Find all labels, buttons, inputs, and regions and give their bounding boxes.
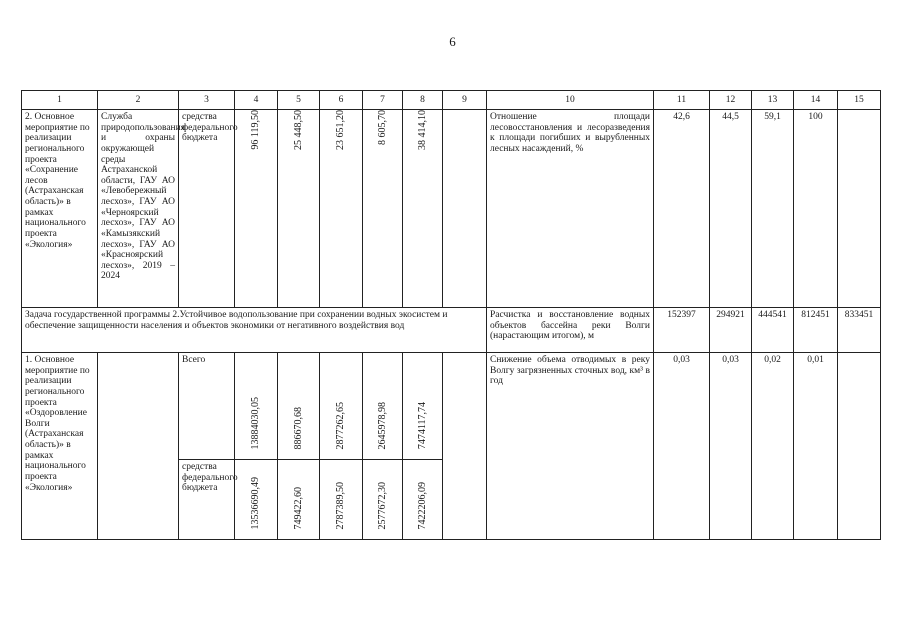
indicator-value: 59,1 bbox=[752, 110, 794, 308]
col-header: 12 bbox=[710, 91, 752, 110]
amount-year: 2877262,65 bbox=[335, 401, 347, 450]
amount-cell bbox=[320, 110, 363, 308]
col-header: 3 bbox=[179, 91, 235, 110]
amount-cell bbox=[278, 353, 320, 460]
amount-year: 23 651,20 bbox=[335, 110, 347, 150]
amount-cell bbox=[235, 353, 278, 460]
amount-cell bbox=[235, 110, 278, 308]
indicator-value: 0,03 bbox=[710, 353, 752, 540]
amount-year: 2645978,98 bbox=[376, 401, 388, 450]
amount-year: 38 414,10 bbox=[416, 110, 428, 150]
indicator-value: 833451 bbox=[838, 308, 881, 353]
indicator-value: 294921 bbox=[710, 308, 752, 353]
funding-source-cell: средства федерального бюджета bbox=[179, 460, 235, 540]
indicator-value bbox=[838, 110, 881, 308]
task-cell: Задача государственной программы 2.Устойчивое водопользование при сохранении водных экосистем и обеспечение защищенности населения и объектов экономики от негативного воздействия вод bbox=[22, 308, 487, 353]
col-header: 9 bbox=[443, 91, 487, 110]
col-header: 7 bbox=[363, 91, 403, 110]
page-number: 6 bbox=[449, 34, 456, 49]
amount-cell bbox=[363, 460, 403, 540]
indicator-text: Снижение объема отводимых в реку Волгу загрязненных сточных вод, км³ в год bbox=[490, 355, 650, 387]
indicator-value: 0,03 bbox=[654, 353, 710, 540]
amount-cell bbox=[363, 110, 403, 308]
indicator-value: 0,02 bbox=[752, 353, 794, 540]
amount-year: 8 605,70 bbox=[376, 110, 388, 145]
col-header: 8 bbox=[403, 91, 443, 110]
amount-year: 2577672,30 bbox=[376, 481, 388, 530]
amount-total: 13884030,05 bbox=[250, 396, 262, 450]
executor-cell: Служба природопользования и охраны окружающей среды Астраханской области, ГАУ АО «Левобережный лесхоз», ГАУ АО «Черноярский лесхоз», ГАУ АО «Камызякский лесхоз», ГАУ АО «Красноярский лесхоз», 2019 – 2024 bbox=[98, 110, 179, 308]
col-header: 1 bbox=[22, 91, 98, 110]
indicator-cell bbox=[487, 353, 654, 540]
amount-total: 13536690,49 bbox=[250, 476, 262, 530]
executor-cell bbox=[98, 353, 179, 540]
indicator-value bbox=[838, 353, 881, 540]
col-header: 15 bbox=[838, 91, 881, 110]
col-header: 10 bbox=[487, 91, 654, 110]
col-header: 13 bbox=[752, 91, 794, 110]
amount-cell bbox=[403, 353, 443, 460]
table-row bbox=[22, 353, 881, 460]
amount-year: 749422,60 bbox=[292, 486, 304, 530]
col-header: 5 bbox=[278, 91, 320, 110]
col-header: 4 bbox=[235, 91, 278, 110]
indicator-value: 100 bbox=[794, 110, 838, 308]
amount-year: 25 448,50 bbox=[292, 110, 304, 150]
col-header: 2 bbox=[98, 91, 179, 110]
empty-cell bbox=[443, 110, 487, 308]
amount-cell bbox=[278, 110, 320, 308]
empty-cell bbox=[443, 353, 487, 540]
amount-cell bbox=[278, 460, 320, 540]
indicator-value: 812451 bbox=[794, 308, 838, 353]
funding-source-cell: средства федерального бюджета bbox=[179, 110, 235, 308]
table-row bbox=[22, 308, 881, 353]
header-row bbox=[22, 91, 881, 110]
amount-cell bbox=[363, 353, 403, 460]
amount-cell bbox=[320, 353, 363, 460]
amount-year: 2787389,50 bbox=[335, 481, 347, 530]
indicator-value: 444541 bbox=[752, 308, 794, 353]
amount-cell bbox=[403, 110, 443, 308]
amount-cell bbox=[320, 460, 363, 540]
indicator-value: 0,01 bbox=[794, 353, 838, 540]
activity-cell: 2. Основное мероприятие по реализации регионального проекта «Сохранение лесов (Астраханская область)» в рамках национального проекта «Экология» bbox=[22, 110, 98, 308]
program-table bbox=[21, 90, 881, 540]
amount-cell bbox=[403, 460, 443, 540]
col-header: 14 bbox=[794, 91, 838, 110]
amount-year: 886670,68 bbox=[292, 406, 304, 450]
indicator-value: 44,5 bbox=[710, 110, 752, 308]
col-header: 6 bbox=[320, 91, 363, 110]
col-header: 11 bbox=[654, 91, 710, 110]
amount-cell bbox=[235, 460, 278, 540]
amount-year: 7474117,74 bbox=[416, 402, 428, 450]
indicator-cell: Расчистка и восстановление водных объектов бассейна реки Волги (нарастающим итогом), м bbox=[487, 308, 654, 353]
activity-cell: 1. Основное мероприятие по реализации регионального проекта «Оздоровление Волги (Астраханская область)» в рамках национального проекта «Экология» bbox=[22, 353, 98, 540]
table-row bbox=[22, 110, 881, 308]
indicator-value: 42,6 bbox=[654, 110, 710, 308]
amount-total: 96 119,50 bbox=[250, 110, 262, 150]
funding-source-cell: Всего bbox=[179, 353, 235, 460]
indicator-cell: Отношение площади лесовосстановления и лесоразведения к площади погибших и вырубленных лесных насаждений, % bbox=[487, 110, 654, 308]
indicator-value: 152397 bbox=[654, 308, 710, 353]
amount-year: 7422206,09 bbox=[416, 481, 428, 530]
